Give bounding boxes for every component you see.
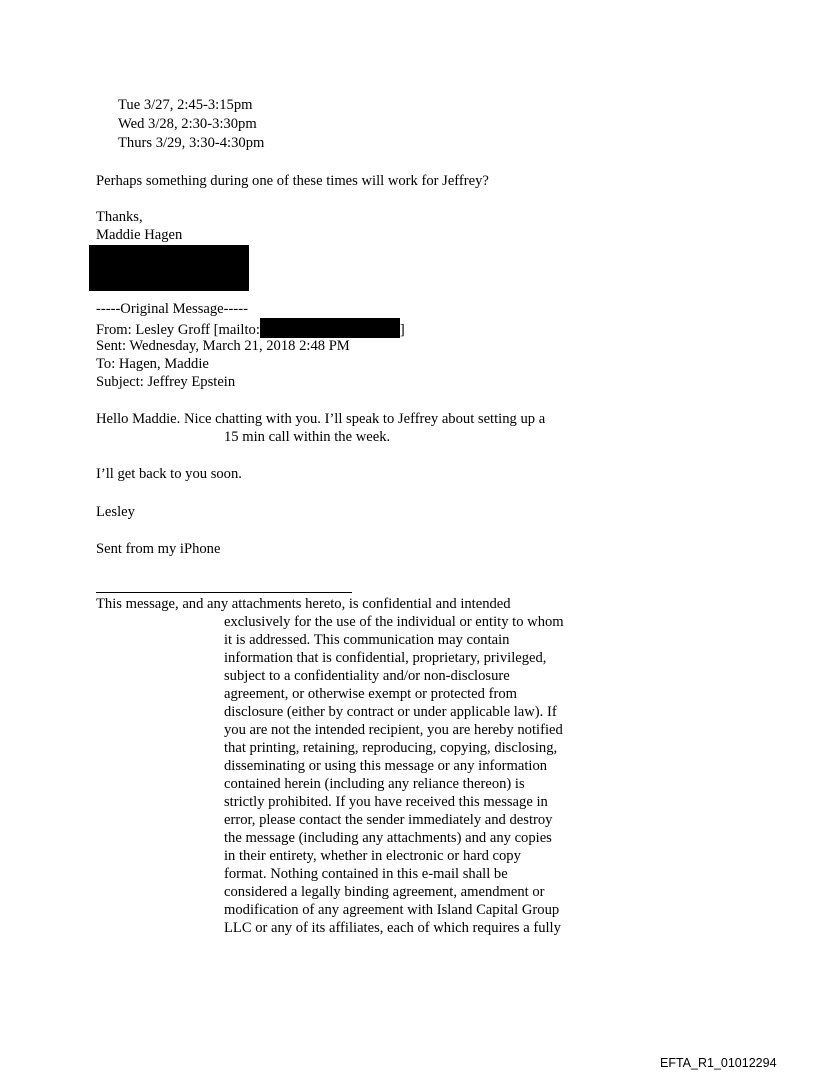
original-sent: Sent: Wednesday, March 21, 2018 2:48 PM xyxy=(96,338,350,354)
schedule-time-1: Tue 3/27, 2:45-3:15pm xyxy=(118,97,253,113)
disclaimer-first-line: This message, and any attachments hereto, is confidential and intended xyxy=(96,596,511,612)
original-from-prefix: From: Lesley Groff [mailto: xyxy=(96,322,260,338)
schedule-time-2: Wed 3/28, 2:30-3:30pm xyxy=(118,116,257,132)
document-id: EFTA_R1_01012294 xyxy=(660,1056,777,1070)
disclaimer-line: you are not the intended recipient, you are hereby notified xyxy=(224,722,563,738)
redaction-block-signature xyxy=(89,245,249,291)
disclaimer-line: the message (including any attachments) and any copies xyxy=(224,830,552,846)
schedule-time-3: Thurs 3/29, 3:30-4:30pm xyxy=(118,135,265,151)
disclaimer-line: LLC or any of its affiliates, each of which requires a fully xyxy=(224,920,561,936)
original-body-line-2: 15 min call within the week. xyxy=(224,429,391,445)
disclaimer-line: information that is confidential, proprietary, privileged, xyxy=(224,650,547,666)
original-separator: -----Original Message----- xyxy=(96,301,248,317)
original-from xyxy=(96,318,405,339)
disclaimer-line: it is addressed. This communication may contain xyxy=(224,632,510,648)
reply-closing: Thanks, xyxy=(96,209,143,225)
disclaimer-line: that printing, retaining, reproducing, copying, disclosing, xyxy=(224,740,558,756)
original-followup: I’ll get back to you soon. xyxy=(96,466,242,482)
disclaimer-body xyxy=(224,613,604,937)
disclaimer-line: format. Nothing contained in this e-mail shall be xyxy=(224,866,508,882)
signature-rule xyxy=(96,592,352,593)
disclaimer-line: contained herein (including any reliance thereon) is xyxy=(224,776,525,792)
disclaimer-line: in their entirety, whether in electronic or hard copy xyxy=(224,848,521,864)
original-subject: Subject: Jeffrey Epstein xyxy=(96,374,236,390)
disclaimer-line: agreement, or otherwise exempt or protected from xyxy=(224,686,517,702)
reply-body: Perhaps something during one of these times will work for Jeffrey? xyxy=(96,173,489,189)
original-from-suffix: ] xyxy=(399,322,405,338)
disclaimer-line: subject to a confidentiality and/or non-disclosure xyxy=(224,668,510,684)
reply-signature: Maddie Hagen xyxy=(96,227,183,243)
disclaimer-line: disseminating or using this message or any information xyxy=(224,758,548,774)
disclaimer-line: strictly prohibited. If you have received this message in xyxy=(224,794,548,810)
original-body-line-1: Hello Maddie. Nice chatting with you. I’ll speak to Jeffrey about setting up a xyxy=(96,411,546,427)
disclaimer-line: exclusively for the use of the individual or entity to whom xyxy=(224,614,564,630)
disclaimer-line: modification of any agreement with Island Capital Group xyxy=(224,902,560,918)
disclaimer-line: disclosure (either by contract or under applicable law). If xyxy=(224,704,557,720)
disclaimer-line: considered a legally binding agreement, amendment or xyxy=(224,884,545,900)
original-to: To: Hagen, Maddie xyxy=(96,356,209,372)
redaction-block-email xyxy=(260,318,400,338)
original-signoff: Lesley xyxy=(96,504,135,520)
original-device: Sent from my iPhone xyxy=(96,541,221,557)
disclaimer-line: error, please contact the sender immediately and destroy xyxy=(224,812,553,828)
